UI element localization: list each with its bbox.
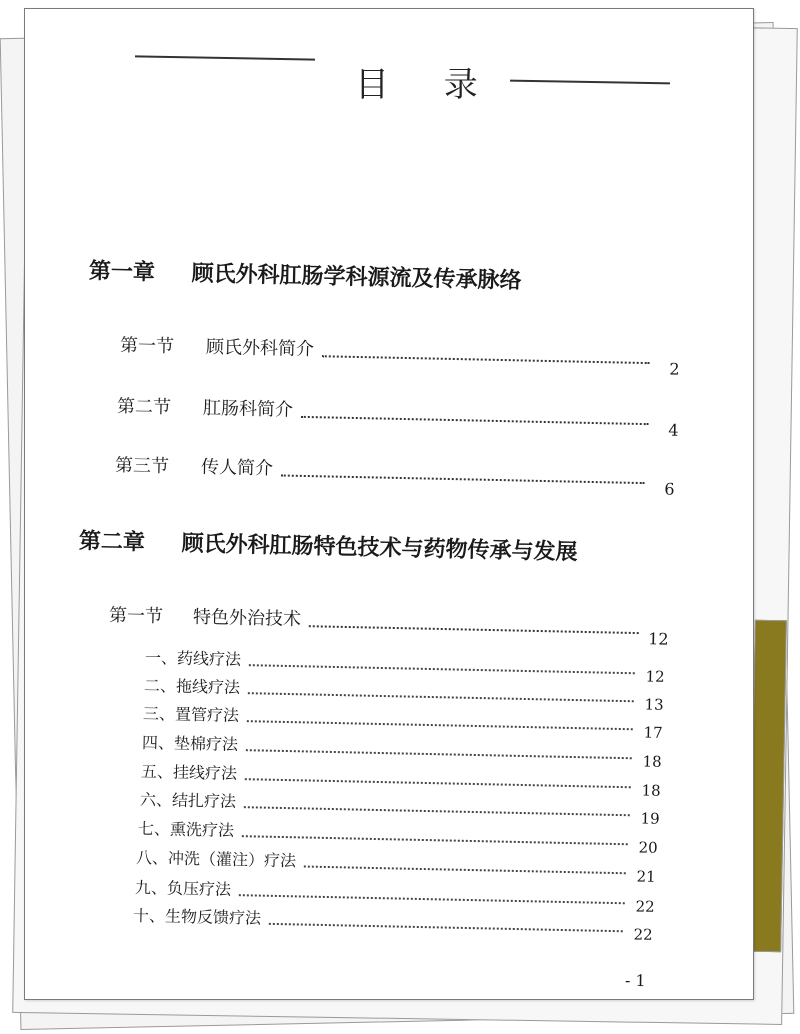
page-number: 13 bbox=[644, 695, 664, 714]
page-number: 22 bbox=[633, 925, 653, 944]
section-number: 第一节 bbox=[119, 335, 175, 358]
toc-entry[interactable] bbox=[141, 730, 662, 771]
section-number: 第二节 bbox=[116, 396, 172, 419]
footer-page-number: - 1 bbox=[624, 970, 646, 991]
item-title: 一、药线疗法 bbox=[144, 648, 242, 670]
chapter-title: 顾氏外科肛肠学科源流及传承脉络 bbox=[191, 260, 522, 294]
page-title: 目 录 bbox=[355, 65, 500, 105]
chapter-number: 第二章 bbox=[78, 528, 146, 556]
leader-dots bbox=[249, 663, 635, 674]
chapter-heading bbox=[89, 254, 522, 295]
leader-dots bbox=[301, 415, 649, 425]
leader-dots bbox=[309, 624, 639, 634]
title-block bbox=[25, 49, 753, 109]
toc-entry[interactable] bbox=[137, 816, 658, 857]
leader-dots bbox=[322, 354, 650, 364]
toc-entry[interactable] bbox=[114, 451, 675, 499]
page-number: 4 bbox=[668, 420, 679, 440]
leader-dots bbox=[247, 719, 633, 730]
section-title: 传人简介 bbox=[200, 456, 274, 480]
page-number: 2 bbox=[669, 359, 680, 379]
toc-entry[interactable] bbox=[116, 392, 679, 440]
chapter-heading bbox=[79, 524, 578, 566]
item-title: 七、熏洗疗法 bbox=[137, 819, 235, 841]
page-number: 18 bbox=[641, 781, 661, 800]
toc-entry[interactable] bbox=[135, 845, 656, 886]
item-title: 二、拖线疗法 bbox=[143, 676, 241, 698]
page-number: 17 bbox=[643, 723, 663, 742]
title-rule-left bbox=[135, 55, 315, 60]
toc-entry[interactable] bbox=[132, 903, 653, 944]
item-title: 九、负压疗法 bbox=[134, 878, 232, 900]
paper-stack-edge bbox=[749, 620, 787, 953]
item-title: 十、生物反馈疗法 bbox=[132, 906, 262, 928]
toc-entry[interactable] bbox=[119, 331, 680, 379]
page-number: 12 bbox=[648, 629, 669, 649]
section-title: 特色外治技术 bbox=[192, 606, 302, 631]
page-number: 22 bbox=[635, 897, 655, 916]
leader-dots bbox=[248, 691, 634, 702]
toc-entry[interactable] bbox=[142, 701, 663, 742]
page-number: 6 bbox=[664, 479, 675, 499]
leader-dots bbox=[242, 834, 628, 845]
item-title: 五、挂线疗法 bbox=[140, 762, 238, 784]
page-number: 18 bbox=[642, 752, 662, 771]
section-title: 顾氏外科简介 bbox=[205, 336, 315, 361]
leader-dots bbox=[239, 893, 625, 904]
leader-dots bbox=[304, 865, 626, 875]
toc-page bbox=[24, 8, 754, 1000]
leader-dots bbox=[269, 922, 623, 932]
item-title: 六、结扎疗法 bbox=[139, 790, 237, 812]
leader-dots bbox=[245, 777, 631, 788]
title-rule-right bbox=[510, 80, 670, 85]
section-number: 第三节 bbox=[114, 455, 170, 478]
toc-entry[interactable] bbox=[108, 601, 669, 649]
page-number: 21 bbox=[636, 867, 656, 886]
page-number: 12 bbox=[645, 667, 665, 686]
leader-dots bbox=[281, 473, 645, 484]
section-number: 第一节 bbox=[108, 605, 164, 628]
item-title: 八、冲洗（灌注）疗法 bbox=[135, 848, 297, 871]
item-title: 四、垫棉疗法 bbox=[141, 733, 239, 755]
chapter-title: 顾氏外科肛肠特色技术与药物传承与发展 bbox=[181, 530, 578, 566]
section-title: 肛肠科简介 bbox=[202, 397, 294, 421]
leader-dots bbox=[246, 748, 632, 759]
toc-entry[interactable] bbox=[139, 787, 660, 828]
leader-dots bbox=[244, 805, 630, 816]
page-number: 19 bbox=[640, 809, 660, 828]
page-number: 20 bbox=[638, 838, 658, 857]
chapter-number: 第一章 bbox=[88, 258, 156, 286]
item-title: 三、置管疗法 bbox=[142, 704, 240, 726]
